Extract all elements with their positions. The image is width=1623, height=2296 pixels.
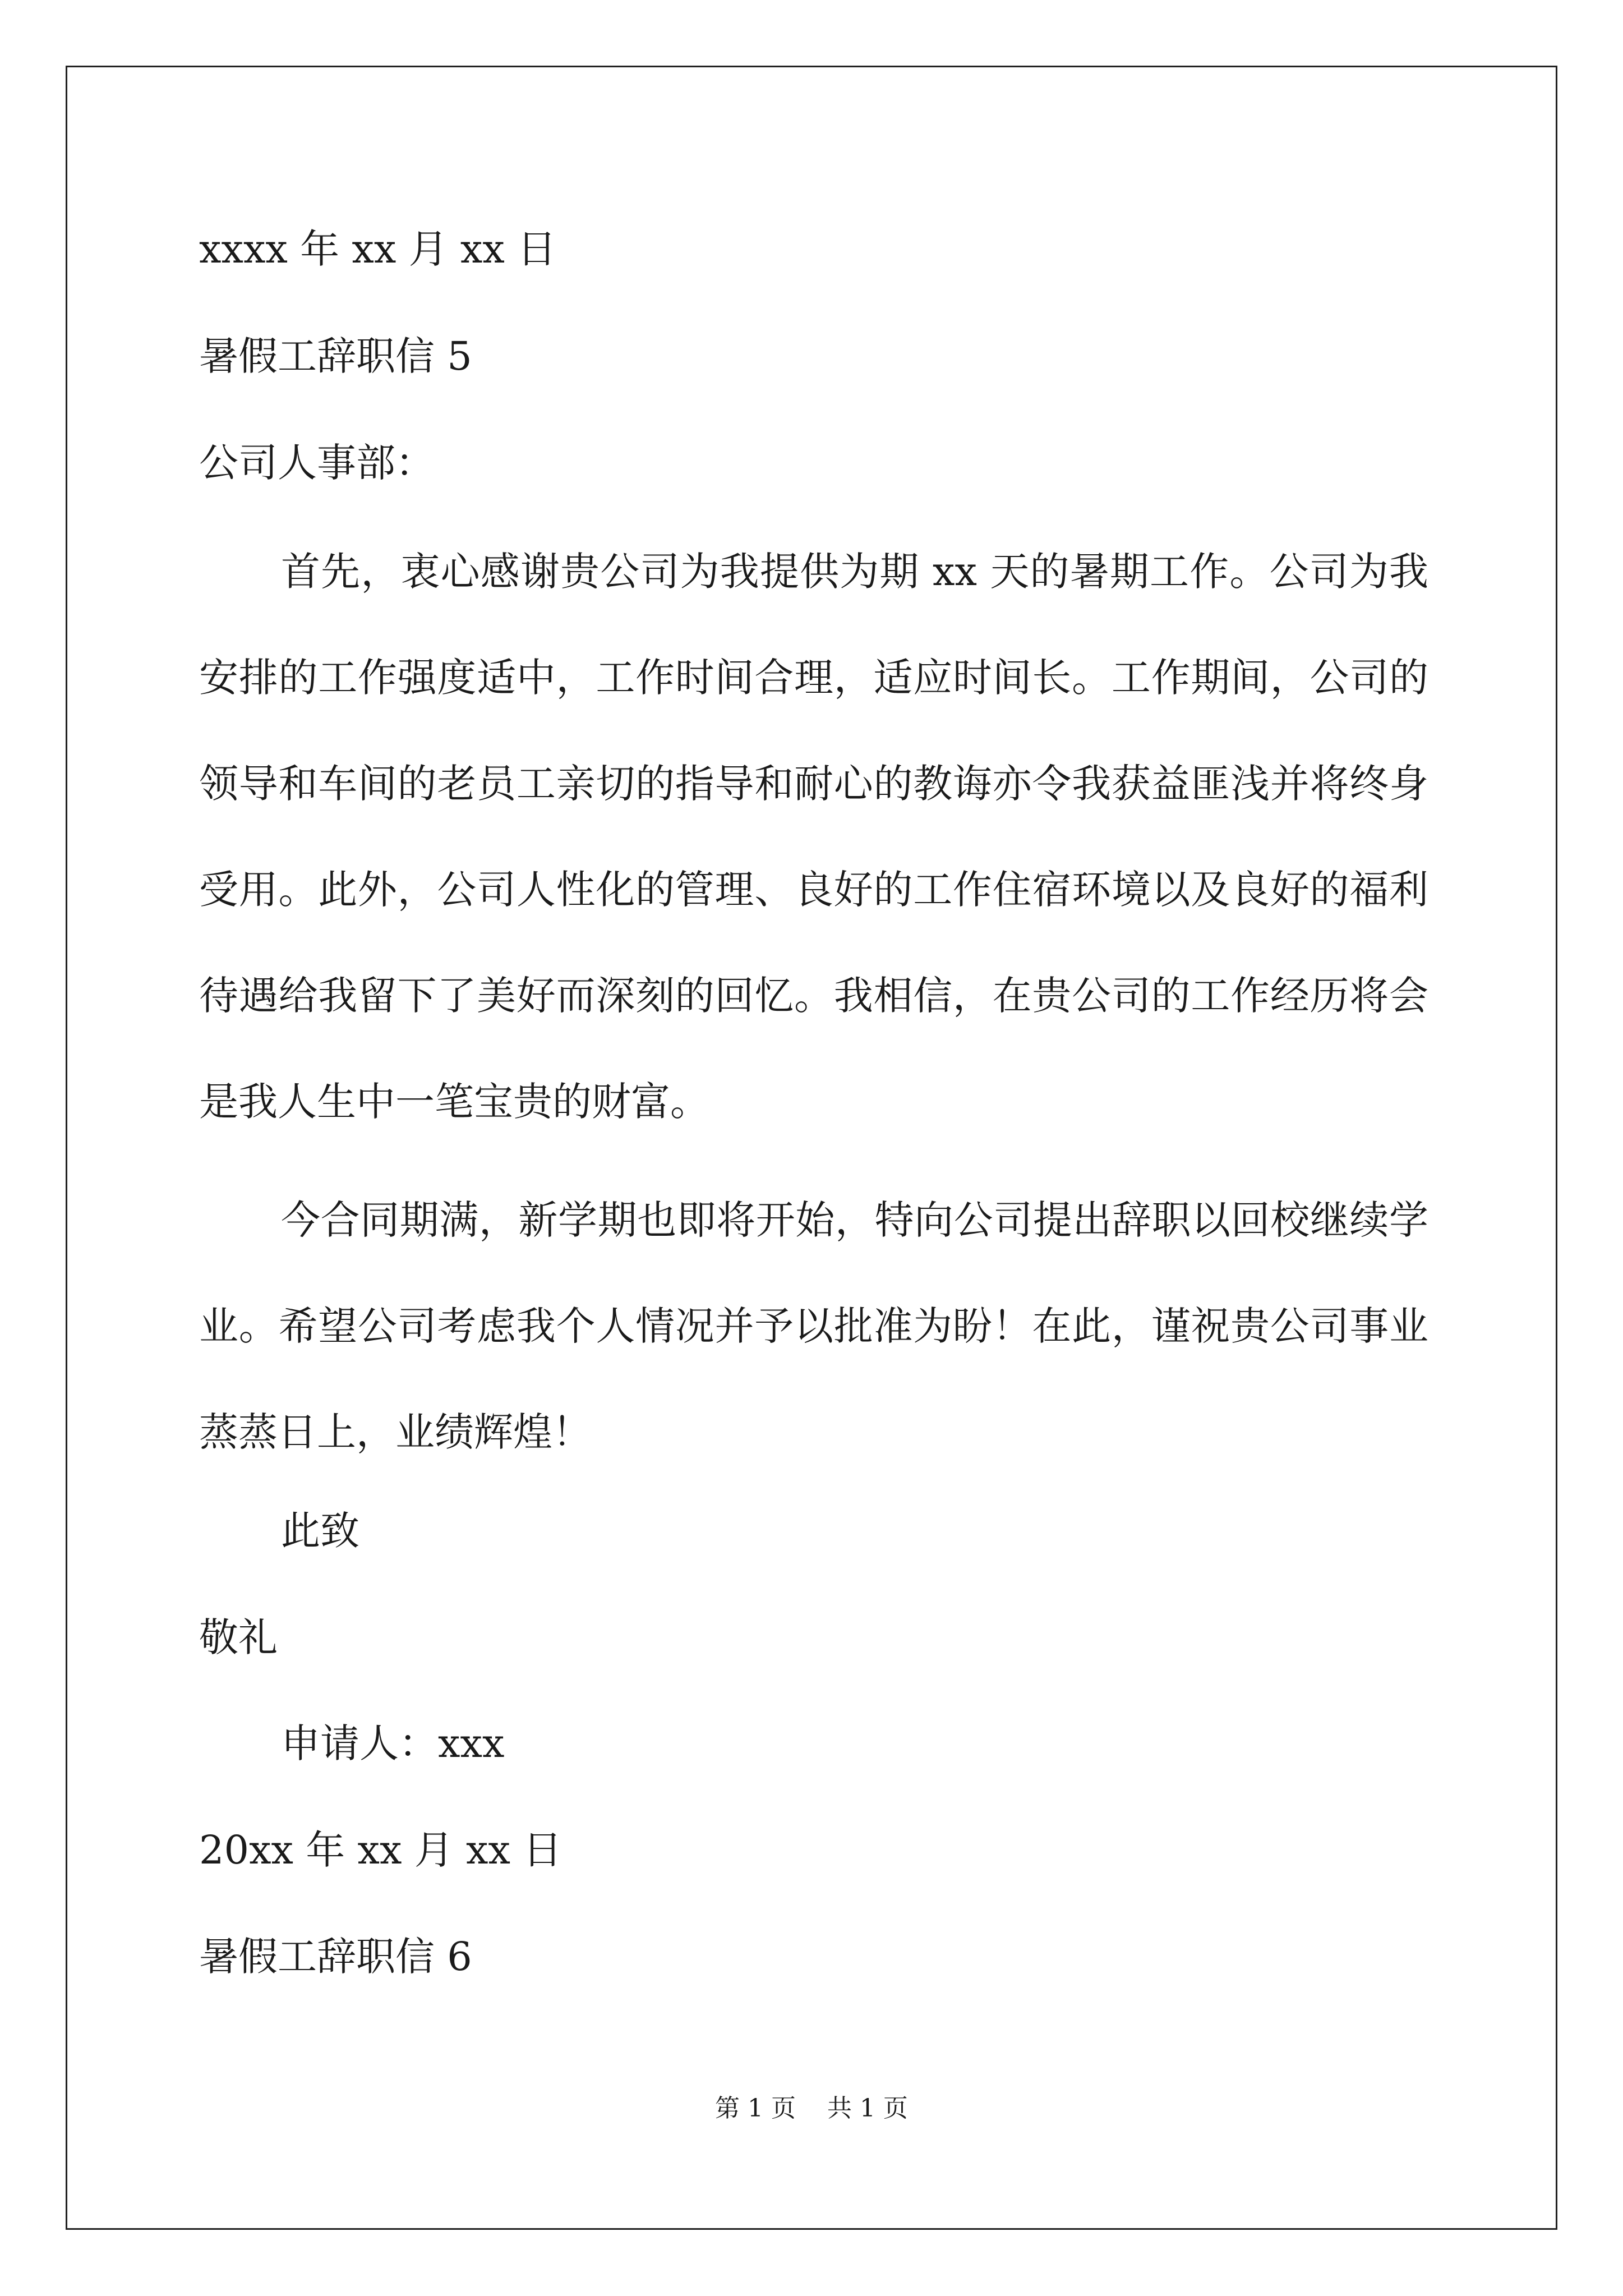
salutation: 公司人事部： (199, 440, 435, 486)
letter-heading-5: 暑假工辞职信 5 (199, 333, 472, 379)
body-paragraph-1: 首先，衷心感谢贵公司为我提供为期 xx 天的暑期工作。公司为我安排的工作强度适中，工作时间合理，适应时间长。工作期间，公司的领导和车间的老员工亲切的指导和耐心的教诲亦令我获益匪浅并将终身受用。此外，公司人性化的管理、良好的工作住宿环境以及良好的福利待遇给我留下了美好而深刻的回忆。我相信，在贵公司的工作经历将会是我人生中一笔宝贵的财富。 (199, 549, 1428, 1125)
applicant-signature: 申请人：xxx (281, 1720, 505, 1766)
date-top: xxxx 年 xx 月 xx 日 (199, 226, 557, 272)
body-paragraph-2: 今合同期满，新学期也即将开始，特向公司提出辞职以回校继续学业。希望公司考虑我个人情况并予以批准为盼！在此，谨祝贵公司事业蒸蒸日上，业绩辉煌！ (199, 1197, 1428, 1455)
date-bottom: 20xx 年 xx 月 xx 日 (199, 1827, 562, 1873)
page-footer: 第 1 页 共 1 页 (715, 2094, 908, 2123)
letter-heading-6: 暑假工辞职信 6 (199, 1934, 472, 1980)
closing-jingli: 敬礼 (199, 1614, 278, 1660)
closing-cizhi: 此致 (281, 1508, 359, 1554)
